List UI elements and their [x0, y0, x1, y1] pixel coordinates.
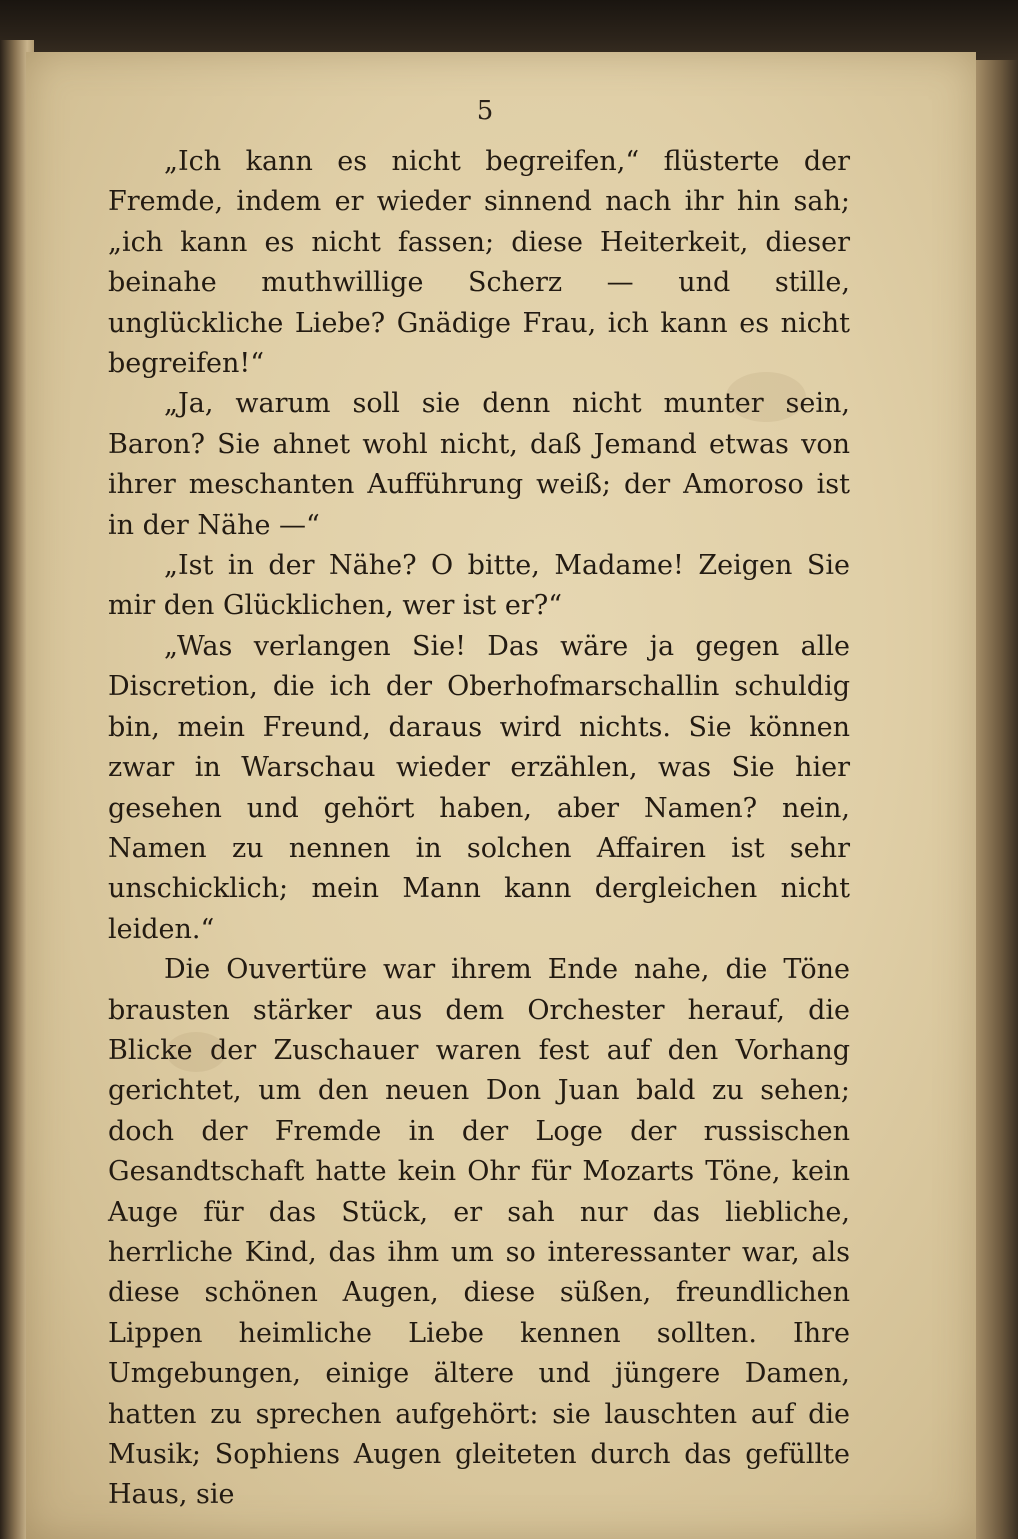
page-number: 5 [476, 96, 494, 126]
paragraph: „Was verlangen Sie! Das wäre ja gegen alle Discretion, die ich der Oberhofmarschallin schuldig bin, mein Freund, daraus wird nichts. Sie können zwar in Warschau wieder erzählen, was Sie hier gesehen und gehört haben, aber Namen? nein, Namen zu nennen in solchen Affairen ist sehr unschicklich; mein Mann kann dergleichen nicht leiden.“ [108, 630, 850, 945]
body-text [108, 142, 850, 1516]
paragraph: „Ist in der Nähe? O bitte, Madame! Zeigen Sie mir den Glücklichen, wer ist er?“ [108, 550, 850, 622]
paragraph: „Ich kann es nicht begreifen,“ flüsterte der Fremde, indem er wieder sinnend nach ihr hin sah; „ich kann es nicht fassen; diese Heiterkeit, dieser beinahe muthwillige Scherz — und stille, unglückliche Liebe? Gnädige Frau, ich kann es nicht begreifen!“ [108, 146, 850, 380]
paragraph: „Ja, warum soll sie denn nicht munter sein, Baron? Sie ahnet wohl nicht, daß Jemand etwas von ihrer meschanten Aufführung weiß; der Amoroso ist in der Nähe —“ [108, 388, 850, 541]
paragraph: Die Ouvertüre war ihrem Ende nahe, die Töne brausten stärker aus dem Orchester herauf, die Blicke der Zuschauer waren fest auf den Vorhang gerichtet, um den neuen Don Juan bald zu sehen; doch der Fremde in der Loge der russischen Gesandtschaft hatte kein Ohr für Mozarts Töne, kein Auge für das Stück, er sah nur das liebliche, herrliche Kind, das ihm um so interessanter war, als diese schönen Augen, diese süßen, freundlichen Lippen heimliche Liebe kennen sollten. Ihre Umgebungen, einige ältere und jüngere Damen, hatten zu sprechen aufgehört: sie lauschten auf die Musik; Sophiens Augen gleiteten durch das gefüllte Haus, sie [108, 954, 850, 1511]
